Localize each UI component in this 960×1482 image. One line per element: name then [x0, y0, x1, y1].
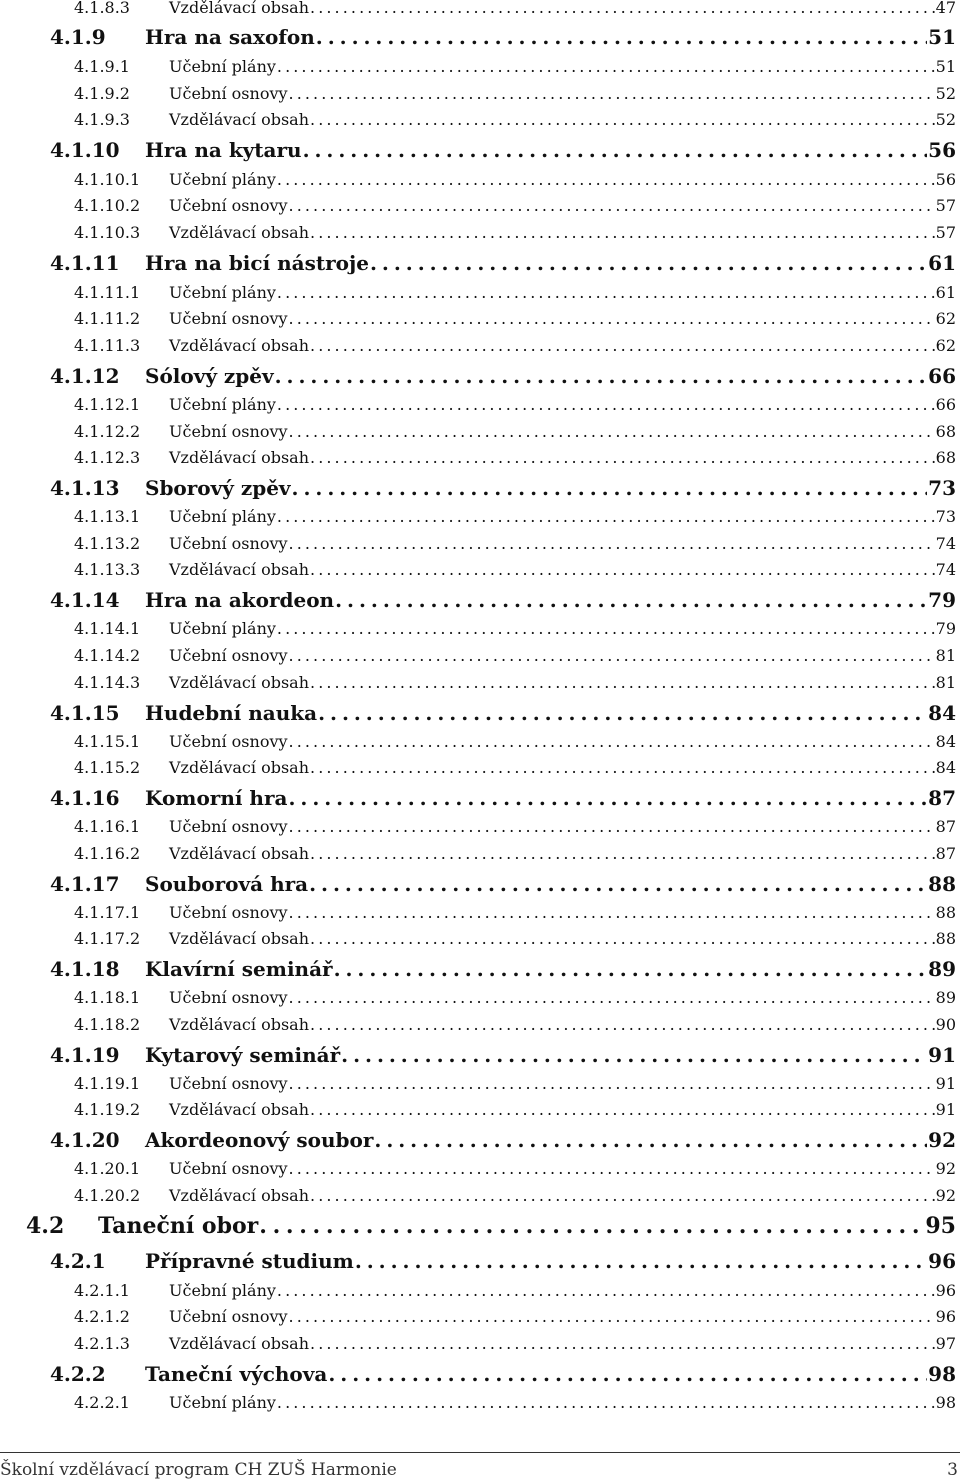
toc-title: Učební plány: [169, 395, 276, 414]
toc-title: Učební plány: [169, 283, 276, 302]
toc-title: Vzdělávací obsah: [169, 0, 310, 17]
toc-page-number: 89: [935, 988, 956, 1007]
toc-number: 4.1.15.1: [74, 732, 141, 751]
toc-title: Vzdělávací obsah: [169, 844, 310, 863]
toc-entry[interactable]: [26, 1213, 956, 1239]
toc-title: Učební plány: [169, 619, 276, 638]
toc-entry[interactable]: [50, 1249, 956, 1273]
toc-entry[interactable]: [50, 1128, 956, 1152]
toc-page-number: 56: [928, 138, 956, 162]
toc-title: Hra na bicí nástroje: [145, 251, 369, 275]
toc-page-number: 73: [928, 476, 956, 500]
toc-number: 4.1.14.2: [74, 646, 141, 665]
toc-page-number: 62: [935, 336, 956, 355]
toc-title: Vzdělávací obsah: [169, 448, 310, 467]
toc-entry[interactable]: [50, 701, 956, 725]
toc-number: 4.1.15: [50, 701, 120, 725]
toc-number: 4.1.9.2: [74, 84, 130, 103]
toc-number: 4.1.14: [50, 588, 120, 612]
toc-entry[interactable]: [74, 1186, 956, 1205]
toc-page-number: 47: [935, 0, 956, 17]
toc-entry[interactable]: [74, 507, 956, 526]
toc-number: 4.1.9: [50, 25, 106, 49]
toc-entry[interactable]: [74, 309, 956, 328]
dot-leader: [310, 758, 935, 777]
toc-page-number: 92: [935, 1186, 956, 1205]
toc-number: 4.1.10.2: [74, 196, 141, 215]
toc-page-number: 87: [935, 844, 956, 863]
toc-number: 4.1.15.2: [74, 758, 141, 777]
toc-entry[interactable]: [74, 336, 956, 355]
toc-page-number: 91: [928, 1043, 956, 1067]
toc-entry[interactable]: [74, 223, 956, 242]
toc-title: Vzdělávací obsah: [169, 1334, 310, 1353]
toc-number: 4.1.11.1: [74, 283, 141, 302]
toc-number: 4.2.2: [50, 1362, 106, 1386]
toc-entry[interactable]: [74, 110, 956, 129]
toc-title: Vzdělávací obsah: [169, 758, 310, 777]
toc-title: Učební osnovy: [169, 903, 288, 922]
toc-title: Učební osnovy: [169, 1159, 288, 1178]
toc-title: Učební osnovy: [169, 988, 288, 1007]
toc-entry[interactable]: [74, 560, 956, 579]
toc-page-number: 87: [928, 786, 956, 810]
toc-page-number: 95: [925, 1213, 956, 1239]
toc-title: Učební osnovy: [169, 646, 288, 665]
toc-page-number: 89: [928, 957, 956, 981]
toc-entry[interactable]: [74, 170, 956, 189]
toc-title: Vzdělávací obsah: [169, 673, 310, 692]
toc-title: Přípravné studium: [145, 1249, 354, 1273]
dot-leader: [289, 988, 935, 1007]
toc-title: Učební osnovy: [169, 817, 288, 836]
toc-number: 4.1.12: [50, 364, 120, 388]
toc-number: 4.1.12.3: [74, 448, 141, 467]
dot-leader: [355, 1249, 927, 1273]
dot-leader: [277, 507, 935, 526]
toc-entry[interactable]: [50, 364, 956, 388]
toc-title: Vzdělávací obsah: [169, 110, 310, 129]
toc-entry[interactable]: [74, 673, 956, 692]
toc-number: 4.1.10.1: [74, 170, 141, 189]
toc-entry[interactable]: [50, 138, 956, 162]
toc-entry[interactable]: [74, 903, 956, 922]
toc-number: 4.1.9.3: [74, 110, 130, 129]
toc-number: 4.1.13.3: [74, 560, 141, 579]
toc-entry[interactable]: [50, 872, 956, 896]
dot-leader: [310, 0, 935, 17]
toc-entry[interactable]: [74, 1334, 956, 1353]
toc-entry[interactable]: [74, 0, 956, 17]
toc-number: 4.1.9.1: [74, 57, 130, 76]
toc-title: Učební osnovy: [169, 732, 288, 751]
dot-leader: [277, 170, 935, 189]
toc-title: Vzdělávací obsah: [169, 1100, 310, 1119]
toc-number: 4.1.17.1: [74, 903, 141, 922]
toc-page-number: 97: [935, 1334, 956, 1353]
toc-number: 4.1.13.2: [74, 534, 141, 553]
toc-page-number: 88: [935, 929, 956, 948]
toc-title: Učební plány: [169, 1393, 276, 1412]
toc-number: 4.2.1.2: [74, 1307, 130, 1326]
toc-title: Akordeonový soubor: [145, 1128, 374, 1152]
toc-page-number: 51: [935, 57, 956, 76]
toc-entry[interactable]: [50, 25, 956, 49]
dot-leader: [309, 872, 927, 896]
toc-entry[interactable]: [74, 732, 956, 751]
footer-divider: [0, 1452, 960, 1453]
toc-page-number: 81: [935, 646, 956, 665]
toc-number: 4.1.19.1: [74, 1074, 141, 1093]
toc-number: 4.1.14.1: [74, 619, 141, 638]
dot-leader: [277, 283, 935, 302]
toc-entry[interactable]: [50, 476, 956, 500]
toc-page-number: 88: [928, 872, 956, 896]
dot-leader: [310, 110, 935, 129]
toc-number: 4.1.20.1: [74, 1159, 141, 1178]
toc-title: Učební plány: [169, 507, 276, 526]
toc-page-number: 57: [935, 223, 956, 242]
dot-leader: [275, 364, 928, 388]
toc-entry[interactable]: [50, 251, 956, 275]
toc-entry[interactable]: [74, 929, 956, 948]
dot-leader: [310, 929, 935, 948]
toc-number: 4.2.1.3: [74, 1334, 130, 1353]
toc-page-number: 62: [935, 309, 956, 328]
toc-number: 4.1.17: [50, 872, 120, 896]
dot-leader: [289, 1307, 935, 1326]
toc-title: Učební osnovy: [169, 1074, 288, 1093]
toc-entry[interactable]: [74, 395, 956, 414]
toc-title: Souborová hra: [145, 872, 309, 896]
toc-title: Učební plány: [169, 57, 276, 76]
dot-leader: [374, 1128, 927, 1152]
toc-number: 4.1.18: [50, 957, 120, 981]
toc-entry[interactable]: [50, 1362, 956, 1386]
toc-title: Vzdělávací obsah: [169, 336, 310, 355]
toc-page-number: 91: [935, 1100, 956, 1119]
toc-title: Vzdělávací obsah: [169, 1015, 310, 1034]
toc-entry[interactable]: [74, 534, 956, 553]
dot-leader: [318, 701, 927, 725]
toc-page-number: 61: [928, 251, 956, 275]
toc-entry[interactable]: [74, 57, 956, 76]
toc-title: Vzdělávací obsah: [169, 560, 310, 579]
dot-leader: [289, 534, 935, 553]
toc-entry[interactable]: [74, 646, 956, 665]
dot-leader: [310, 673, 935, 692]
toc-entry[interactable]: [74, 619, 956, 638]
dot-leader: [259, 1213, 924, 1239]
toc-title: Učební osnovy: [169, 309, 288, 328]
toc-page-number: 74: [935, 560, 956, 579]
toc-title: Učební osnovy: [169, 534, 288, 553]
toc-entry[interactable]: [74, 84, 956, 103]
toc-entry[interactable]: [74, 817, 956, 836]
toc-title: Taneční obor: [98, 1213, 259, 1239]
toc-number: 4.1.13: [50, 476, 120, 500]
dot-leader: [310, 223, 935, 242]
toc-number: 4.1.19.2: [74, 1100, 141, 1119]
toc-entry[interactable]: [74, 1281, 956, 1300]
toc-entry[interactable]: [50, 588, 956, 612]
toc-title: Učební plány: [169, 1281, 276, 1300]
toc-number: 4.2.2.1: [74, 1393, 130, 1412]
toc-title: Učební plány: [169, 170, 276, 189]
toc-page-number: 66: [935, 395, 956, 414]
toc-page-number: 92: [928, 1128, 956, 1152]
dot-leader: [310, 1334, 935, 1353]
toc-page-number: 68: [935, 422, 956, 441]
toc-entry[interactable]: [74, 1159, 956, 1178]
toc-number: 4.1.11: [50, 251, 120, 275]
toc-entry[interactable]: [74, 196, 956, 215]
dot-leader: [289, 646, 935, 665]
toc-number: 4.2: [26, 1213, 65, 1239]
toc-entry[interactable]: [74, 1307, 956, 1326]
toc-number: 4.1.20: [50, 1128, 120, 1152]
toc-number: 4.1.20.2: [74, 1186, 141, 1205]
toc-entry[interactable]: [74, 988, 956, 1007]
toc-title: Sborový zpěv: [145, 476, 291, 500]
toc-title: Hudební nauka: [145, 701, 318, 725]
toc-number: 4.1.13.1: [74, 507, 141, 526]
dot-leader: [289, 422, 935, 441]
dot-leader: [310, 1015, 935, 1034]
dot-leader: [277, 57, 935, 76]
toc-page-number: 57: [935, 196, 956, 215]
toc-number: 4.1.17.2: [74, 929, 141, 948]
toc-number: 4.1.16: [50, 786, 120, 810]
dot-leader: [289, 817, 935, 836]
toc-number: 4.1.16.2: [74, 844, 141, 863]
toc-page-number: 96: [928, 1249, 956, 1273]
toc-entry[interactable]: [74, 422, 956, 441]
toc-page-number: 84: [928, 701, 956, 725]
toc-page-number: 90: [935, 1015, 956, 1034]
toc-title: Hra na saxofon: [145, 25, 315, 49]
dot-leader: [335, 588, 927, 612]
toc-entry[interactable]: [74, 448, 956, 467]
toc-page-number: 84: [935, 758, 956, 777]
toc-number: 4.1.14.3: [74, 673, 141, 692]
dot-leader: [310, 1100, 935, 1119]
toc-page-number: 79: [928, 588, 956, 612]
toc-number: 4.1.16.1: [74, 817, 141, 836]
toc-title: Hra na kytaru: [145, 138, 302, 162]
toc-title: Vzdělávací obsah: [169, 1186, 310, 1205]
toc-page-number: 68: [935, 448, 956, 467]
toc-number: 4.1.10.3: [74, 223, 141, 242]
dot-leader: [328, 1362, 927, 1386]
dot-leader: [289, 309, 935, 328]
toc-page-number: 61: [935, 283, 956, 302]
toc-title: Taneční výchova: [145, 1362, 328, 1386]
toc-entry[interactable]: [74, 283, 956, 302]
toc-number: 4.2.1: [50, 1249, 106, 1273]
toc-title: Sólový zpěv: [145, 364, 274, 388]
toc-page-number: 87: [935, 817, 956, 836]
toc-title: Vzdělávací obsah: [169, 223, 310, 242]
toc-number: 4.1.10: [50, 138, 120, 162]
toc-page-number: 96: [935, 1281, 956, 1300]
toc-number: 4.1.18.1: [74, 988, 141, 1007]
toc-number: 4.1.18.2: [74, 1015, 141, 1034]
footer-page-number: 3: [947, 1460, 958, 1480]
toc-number: 4.1.12.2: [74, 422, 141, 441]
toc-entry[interactable]: [74, 1074, 956, 1093]
toc-page-number: 88: [935, 903, 956, 922]
toc-page-number: 81: [935, 673, 956, 692]
toc-number: 4.1.11.3: [74, 336, 141, 355]
toc-number: 4.1.12.1: [74, 395, 141, 414]
dot-leader: [310, 560, 935, 579]
toc-title: Kytarový seminář: [145, 1043, 341, 1067]
toc-title: Učební osnovy: [169, 84, 288, 103]
toc-page-number: 74: [935, 534, 956, 553]
dot-leader: [277, 395, 935, 414]
toc-page-number: 73: [935, 507, 956, 526]
toc-title: Komorní hra: [145, 786, 288, 810]
toc-title: Učební osnovy: [169, 422, 288, 441]
dot-leader: [288, 786, 927, 810]
toc-number: 4.1.19: [50, 1043, 120, 1067]
toc-entry[interactable]: [74, 758, 956, 777]
toc-number: 4.2.1.1: [74, 1281, 130, 1300]
toc-entry[interactable]: [74, 844, 956, 863]
toc-page-number: 84: [935, 732, 956, 751]
toc-entry[interactable]: [50, 786, 956, 810]
toc-page-number: 98: [928, 1362, 956, 1386]
dot-leader: [289, 84, 935, 103]
toc-title: Učební osnovy: [169, 1307, 288, 1326]
toc-page-number: 79: [935, 619, 956, 638]
dot-leader: [303, 138, 928, 162]
dot-leader: [341, 1043, 927, 1067]
dot-leader: [310, 336, 935, 355]
dot-leader: [370, 251, 927, 275]
toc-page-number: 52: [935, 110, 956, 129]
toc-title: Klavírní seminář: [145, 957, 333, 981]
dot-leader: [277, 1393, 935, 1412]
dot-leader: [289, 903, 935, 922]
dot-leader: [277, 619, 935, 638]
toc-number: 4.1.11.2: [74, 309, 141, 328]
toc-title: Vzdělávací obsah: [169, 929, 310, 948]
dot-leader: [289, 196, 935, 215]
dot-leader: [292, 476, 928, 500]
toc-page-number: 66: [928, 364, 956, 388]
toc-number: 4.1.8.3: [74, 0, 130, 17]
footer-document-title: Školní vzdělávací program CH ZUŠ Harmonie: [0, 1460, 397, 1480]
toc-title: Učební osnovy: [169, 196, 288, 215]
toc-page-number: 96: [935, 1307, 956, 1326]
toc-page-number: 92: [935, 1159, 956, 1178]
dot-leader: [289, 732, 935, 751]
dot-leader: [316, 25, 927, 49]
toc-entry[interactable]: [50, 1043, 956, 1067]
dot-leader: [289, 1159, 935, 1178]
toc-entry[interactable]: [74, 1015, 956, 1034]
dot-leader: [310, 844, 935, 863]
toc-page-number: 52: [935, 84, 956, 103]
toc-entry[interactable]: [74, 1393, 956, 1412]
dot-leader: [310, 1186, 935, 1205]
toc-page-number: 91: [935, 1074, 956, 1093]
dot-leader: [289, 1074, 935, 1093]
toc-entry[interactable]: [50, 957, 956, 981]
toc-page-number: 98: [935, 1393, 956, 1412]
toc-page-number: 51: [928, 25, 956, 49]
dot-leader: [277, 1281, 935, 1300]
dot-leader: [310, 448, 935, 467]
dot-leader: [334, 957, 928, 981]
toc-page-number: 56: [935, 170, 956, 189]
toc-title: Hra na akordeon: [145, 588, 335, 612]
toc-entry[interactable]: [74, 1100, 956, 1119]
